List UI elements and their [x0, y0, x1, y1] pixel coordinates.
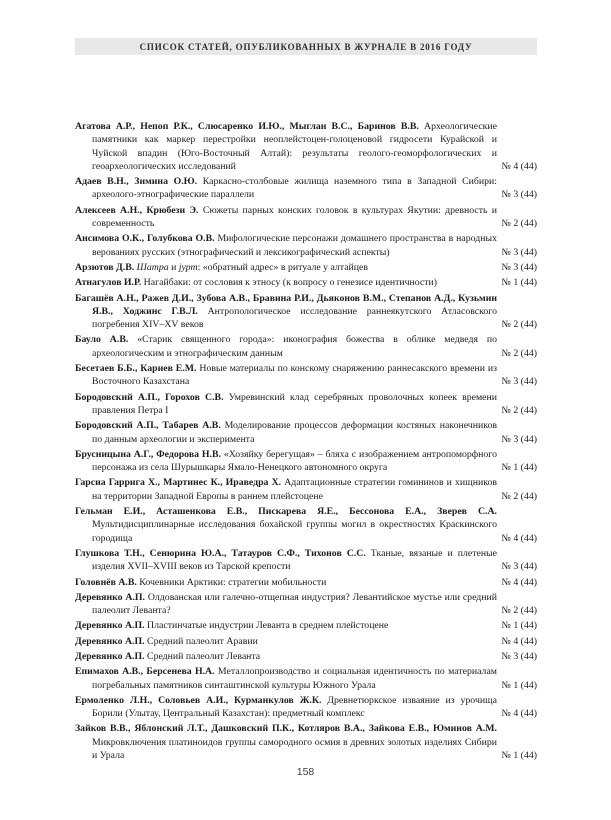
article-authors: Деревянко А.П. [75, 591, 145, 603]
article-issue-number: № 3 (44) [501, 433, 537, 445]
article-authors: Деревянко А.П. [75, 650, 145, 662]
article-title: «Хозяйку берегущая» – бляха с изображением антропоморфного персонажа из села Шурышкары Ямало-Ненецкого автономного округа [92, 448, 497, 474]
article-title: Умревинский клад серебряных проволочных копеек времени правления Петра I [92, 391, 498, 416]
article-title: Сюжеты парных конских головок в культурах Якутии: древность и современность [92, 204, 497, 230]
page-header-title: СПИСОК СТАТЕЙ, ОПУБЛИКОВАННЫХ В ЖУРНАЛЕ В 2016 ГОДУ [139, 41, 473, 52]
article-entry [75, 591, 537, 618]
article-authors: Адаев В.Н., Зимина О.Ю. [75, 176, 198, 188]
article-entry [75, 261, 537, 274]
article-authors: Головнёв А.В. [75, 576, 137, 588]
article-authors: Епимахов А.В., Берсенева Н.А. [75, 666, 215, 678]
article-title: Антропологическое исследование раннеякутского Атласовского погребения XIV–XV веков [92, 305, 497, 331]
article-title: Новые материалы по конскому снаряжению раннесакского времени из Восточного Казахстана [92, 363, 497, 388]
article-issue-number: № 4 (44) [501, 576, 537, 588]
article-entry [75, 665, 537, 692]
article-authors: Арзютов Д.В. [75, 261, 135, 273]
article-entry [75, 505, 537, 545]
article-issue-number: № 2 (44) [501, 605, 537, 617]
article-citation [75, 292, 497, 332]
article-entry [75, 635, 537, 648]
article-authors: Бесетаев Б.Б., Кариев Е.М. [75, 363, 197, 375]
article-authors: Алексеев А.Н., Крюбези Э. [75, 204, 199, 216]
article-citation [75, 276, 497, 289]
article-authors: Гарсиа Гаррига Х., Мартинес К., Ираведра Х. [75, 477, 282, 489]
article-issue-number: № 1 (44) [501, 679, 537, 691]
article-citation [75, 204, 497, 231]
article-authors: Агатова А.Р., Непоп Р.К., Слюсаренко И.Ю., Мыглан В.С., Баринов В.В. [75, 121, 419, 132]
article-entry [75, 292, 537, 332]
article-title: «Старик священного города»: иконография божества в облике медведя по археологическим и этнографическим данным [92, 334, 498, 359]
article-citation [75, 505, 497, 545]
article-authors: Ансимова О.К., Голубкова О.В. [75, 233, 215, 245]
article-citation [75, 591, 497, 618]
article-title: Тканые, вязаные и плетеные изделия XVII–XVIII веков из Тарской крепости [92, 547, 498, 573]
article-entry [75, 722, 537, 762]
article-issue-number: № 3 (44) [501, 376, 537, 388]
article-entry [75, 333, 537, 360]
article-title: Нагайбаки: от сословия к этносу (к вопросу о генезисе идентичности) [143, 277, 438, 289]
article-issue-number: № 2 (44) [501, 347, 537, 359]
article-title: Кочевники Арктики: стратегии мобильности [139, 576, 327, 588]
article-title: Олдованская или галечно-отщепная индустрия? Левантийское мустье или средний палеолит Леванта? [92, 591, 497, 617]
article-title: Пластинчатые индустрии Леванта в среднем плейстоцене [147, 620, 389, 632]
article-entry [75, 619, 537, 632]
article-title: Адаптационные стратегии гомининов и хищников на территории Западной Европы в раннем плейстоцене [92, 477, 497, 502]
article-authors: Атнагулов И.Р. [75, 277, 142, 289]
article-entry [75, 694, 537, 721]
article-citation [75, 694, 497, 721]
article-authors: Ермоленко Л.Н., Соловьев А.И., Курманкулов Ж.К. [75, 694, 322, 706]
article-title: Моделирование процессов деформации костяных наконечников по данным археологии и эксперимента [92, 420, 498, 445]
article-citation [75, 476, 497, 503]
article-entry [75, 362, 537, 389]
article-entry [75, 276, 537, 289]
article-issue-number: № 3 (44) [501, 650, 537, 662]
article-issue-number: № 3 (44) [501, 261, 537, 273]
article-issue-number: № 3 (44) [501, 189, 537, 201]
article-authors: Деревянко А.П. [75, 635, 145, 647]
article-title: Мультидисциплинарные исследования бохайской группы могил в окрестностях Краскинского городища [92, 519, 497, 544]
article-entry [75, 547, 537, 574]
article-authors: Гельман Е.И., Асташенкова Е.В., Пискарева Я.Е., Бессонова Е.А., Зверев С.А. [75, 506, 497, 518]
article-title: Средний палеолит Леванта [147, 650, 261, 662]
article-issue-number: № 1 (44) [501, 750, 537, 762]
article-authors: Багашёв А.Н., Ражев Д.И., Зубова А.В., Бравина Р.И., Дьяконов В.М., Степанов А.Д., Кузьмин Я.В., Ходжинс Г.В.Л. [75, 292, 497, 317]
article-issue-number: № 4 (44) [501, 708, 537, 720]
article-authors: Глушкова Т.Н., Сенюрина Ю.А., Татауров С.Ф., Тихонов С.С. [75, 547, 366, 559]
article-citation [75, 722, 497, 762]
article-title: Мифологические персонажи домашнего пространства в народных верованиях русских (этнографический и лексикографический аспекты) [92, 233, 497, 258]
article-entry [75, 419, 537, 446]
article-citation [75, 419, 497, 446]
article-citation [75, 261, 497, 274]
article-issue-number: № 1 (44) [501, 620, 537, 632]
article-authors: Деревянко А.П. [75, 620, 145, 632]
article-title: Археологические памятники как маркер перестройки неоплейстоцен-голоценовой гидросети Курайской и Чуйской впадин (Юго-Восточный Алтай): результаты геолого-геоморфологических и геоархеологических исследований [92, 121, 498, 172]
article-issue-number: № 4 (44) [501, 160, 537, 172]
article-entry [75, 120, 537, 173]
article-citation [75, 333, 497, 360]
article-citation [75, 120, 497, 173]
article-authors: Бородовский А.П., Табарев А.В. [75, 420, 221, 432]
article-citation [75, 619, 497, 632]
article-entry [75, 576, 537, 589]
article-entry [75, 448, 537, 475]
article-citation [75, 635, 497, 648]
article-entry [75, 175, 537, 202]
article-issue-number: № 1 (44) [501, 462, 537, 474]
article-citation [75, 362, 497, 389]
article-issue-number: № 2 (44) [501, 218, 537, 230]
article-authors: Бауло А.В. [75, 334, 129, 346]
article-citation [75, 391, 497, 418]
article-title: Средний палеолит Аравии [147, 635, 258, 647]
article-citation [75, 175, 497, 202]
article-issue-number: № 1 (44) [501, 277, 537, 289]
article-title: Каркасно-столбовые жилища наземного типа в Западной Сибири: археолого-этнографические параллели [92, 176, 497, 201]
article-title: Древнетюркское изваяние из урочища Борили (Улытау, Центральный Казахстан): предметный комплекс [92, 694, 498, 720]
article-list [75, 120, 537, 764]
article-authors: Зайков В.В., Яблонский Л.Т., Дашковский П.К., Котляров В.А., Зайкова Е.В., Юминов А.М. [75, 723, 497, 735]
article-entry [75, 232, 537, 259]
article-authors: Бородовский А.П., Горохов С.В. [75, 391, 224, 403]
article-title: Металлопроизводство и социальная идентичность по материалам погребальных памятников синташтинской культуры Южного Урала [92, 666, 497, 691]
article-issue-number: № 3 (44) [501, 246, 537, 258]
article-issue-number: № 2 (44) [501, 404, 537, 416]
article-issue-number: № 2 (44) [501, 490, 537, 502]
article-citation [75, 650, 497, 663]
article-citation [75, 448, 497, 475]
article-citation [75, 232, 497, 259]
page-number: 158 [296, 766, 315, 778]
article-title: Микровключения платиноидов группы самородного осмия в древних золотых изделиях Сибири и Урала [92, 736, 497, 762]
article-entry [75, 476, 537, 503]
article-title: Шатра и jурт: «обратный адрес» в ритуале у алтайцев [136, 261, 369, 273]
article-citation [75, 665, 497, 692]
article-entry [75, 204, 537, 231]
article-entry [75, 650, 537, 663]
article-issue-number: № 4 (44) [501, 635, 537, 647]
article-issue-number: № 2 (44) [501, 319, 537, 331]
article-citation [75, 547, 497, 574]
page-header-bar [75, 38, 537, 55]
article-issue-number: № 4 (44) [501, 532, 537, 544]
article-entry [75, 391, 537, 418]
article-citation [75, 576, 497, 589]
article-authors: Брусницына А.Г., Федорова Н.В. [75, 448, 221, 460]
article-issue-number: № 3 (44) [501, 561, 537, 573]
